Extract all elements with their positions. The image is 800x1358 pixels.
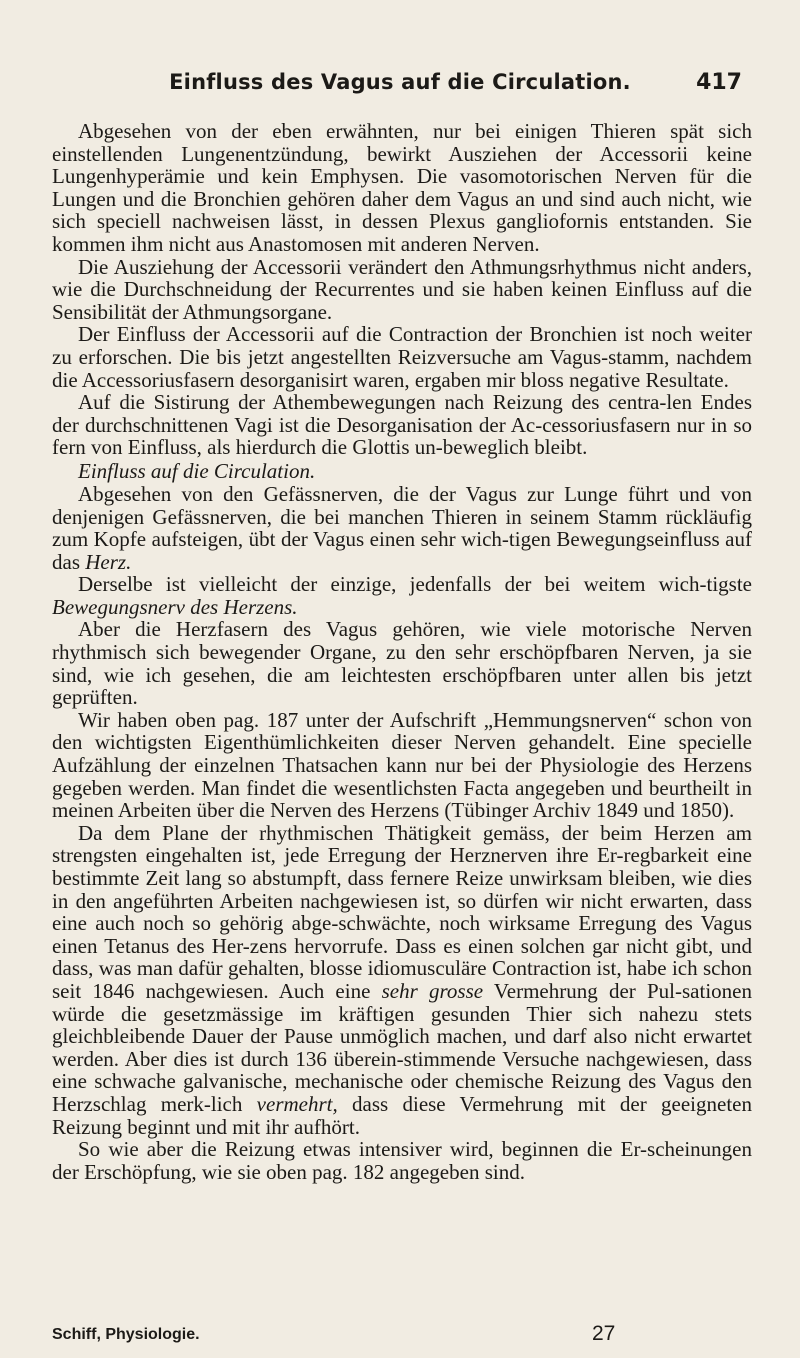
text-run: Da dem Plane der rhythmischen Thätigkeit gemäss, der beim Herzen am strengsten eingehalten ist, jede Erregung der Herznerven ihre Er-regbarkeit eine bestimmte Zeit lang so abstumpft, dass fernere Reize unwirksam bleiben, wie dies in den angeführten Arbeiten nachgewiesen ist, so dürfen wir nicht erwarten, dass eine auch noch so gehörig abge-schwächte, noch wirksame Erregung des Vagus einen Tetanus des Her-zens hervorrufe. Dass es einen solchen gar nicht gibt, und dass, was man dafür gehalten, blosse idiomusculäre Contraction ist, habe ich schon seit 1846 nachgewiesen. Auch eine	[52, 820, 752, 1003]
text-run: Abgesehen von den Gefässnerven, die der Vagus zur Lunge führt und von denjenigen Gefässnerven, die bei manchen Thieren in seinem Stamm rückläufig zum Kopfe aufsteigen, übt der Vagus einen sehr wich-tigen Bewegungseinfluss auf das	[52, 481, 752, 574]
paragraph: Die Ausziehung der Accessorii verändert den Athmungsrhythmus nicht anders, wie die Durchschneidung der Recurrentes und sie haben keinen Einfluss auf die Sensibilität der Athmungsorgane.	[52, 254, 752, 324]
body-text	[52, 120, 752, 1183]
paragraph: Der Einfluss der Accessorii auf die Contraction der Bronchien ist noch weiter zu erforschen. Die bis jetzt angestellten Reizversuche am Vagus-stamm, nachdem die Accessoriusfasern desorganisirt waren, ergaben mir bloss negative Resultate.	[52, 322, 752, 392]
paragraph: Wir haben oben pag. 187 unter der Aufschrift „Hemmungsnerven“ schon von den wichtigsten Eigenthümlichkeiten dieser Nerven gehandelt. Eine specielle Aufzählung der einzelnen Thatsachen kann nur bei der Physiologie des Herzens gegeben werden. Man findet die wesentlichsten Facta angegeben und beurtheilt in meinen Arbeiten über die Nerven des Herzens (Tübinger Archiv 1849 und 1850).	[52, 707, 752, 823]
emphasis: sehr grosse	[381, 978, 484, 1003]
paragraph: Auf die Sistirung der Athembewegungen nach Reizung des centra-len Endes der durchschnittenen Vagi ist die Desorganisation der Ac-cessoriusfasern nur in so fern von Einfluss, als hierdurch die Glottis un-beweglich bleibt.	[52, 390, 752, 460]
signature-mark: Schiff, Physiologie.	[52, 1326, 200, 1343]
sheet-number: 27	[592, 1322, 616, 1345]
page-number: 417	[696, 70, 742, 95]
paragraph	[52, 573, 752, 618]
emphasis: Herz.	[85, 549, 132, 574]
running-head	[0, 70, 800, 110]
paragraph	[52, 483, 752, 573]
running-head-title: Einfluss des Vagus auf die Circulation.	[169, 70, 631, 94]
emphasis: vermehrt,	[256, 1091, 338, 1116]
text-run: Vermehrung der Pul-sationen würde die gesetzmässige im kräftigen gesunden Thier sich nahezu stets gleichbleibende Dauer der Pause unmöglich machen, und darf also nicht erwartet werden. Aber dies ist durch 136 überein-stimmende Versuche nachgewiesen, dass eine schwache galvanische, mechanische oder chemische Reizung des Vagus den Herzschlag merk-lich	[52, 978, 752, 1116]
emphasis: Bewegungsnerv des Herzens.	[52, 594, 298, 619]
paragraph: Abgesehen von der eben erwähnten, nur bei einigen Thieren spät sich einstellenden Lungenentzündung, bewirkt Ausziehen der Accessorii keine Lungenhyperämie und kein Emphysen. Die vasomotorischen Nerven für die Lungen und die Bronchien gehören daher dem Vagus an und sind auch nicht, wie sich speciell nachweisen lässt, in dessen Plexus gangliofornis entstanden. Sie kommen ihm nicht aus Anastomosen mit anderen Nerven.	[52, 119, 752, 256]
paragraph	[52, 822, 752, 1138]
paragraph: So wie aber die Reizung etwas intensiver wird, beginnen die Er-scheinungen der Erschöpfung, wie sie oben pag. 182 angegeben sind.	[52, 1137, 752, 1184]
text-run: dass diese Vermehrung mit der geeigneten Reizung beginnt und mit ihr aufhört.	[52, 1091, 752, 1139]
section-heading: Einfluss auf die Circulation.	[78, 458, 316, 483]
paragraph: Aber die Herzfasern des Vagus gehören, wie viele motorische Nerven rhythmisch sich bewegender Organe, zu den sehr erschöpfbaren Nerven, ja sie sind, wie ich gesehen, die am leichtesten erschöpfbaren unter allen bis jetzt geprüften.	[52, 617, 752, 710]
text-run: Derselbe ist vielleicht der einzige, jedenfalls der bei weitem wich-tigste	[78, 572, 752, 597]
page-footer	[52, 1322, 752, 1352]
